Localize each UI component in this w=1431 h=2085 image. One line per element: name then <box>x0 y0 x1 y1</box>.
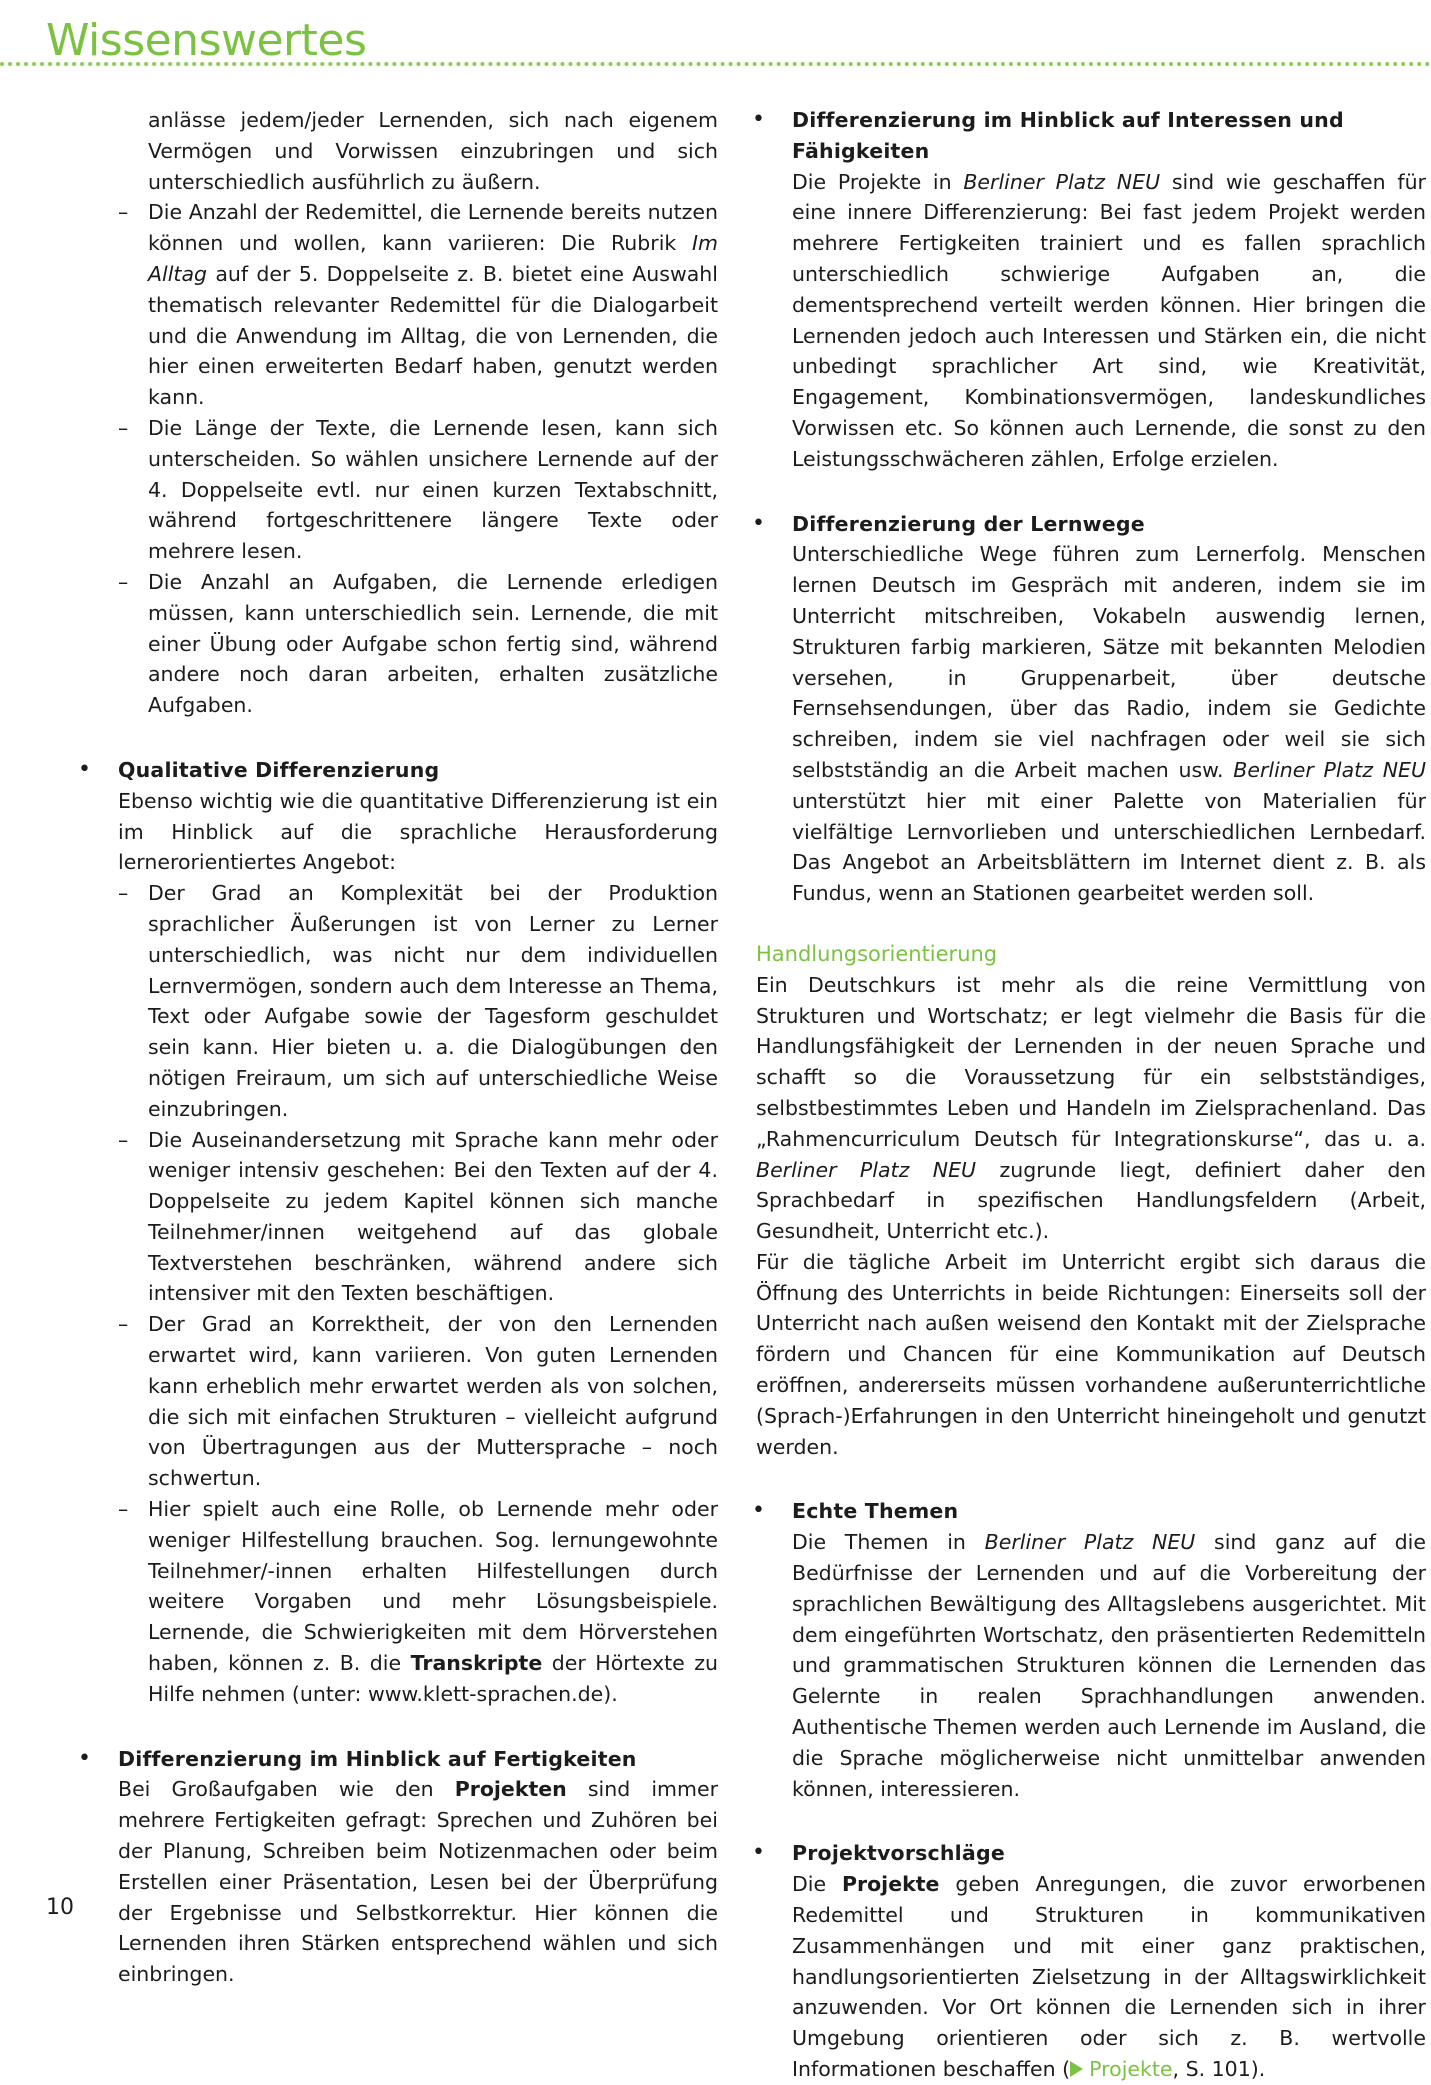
section-title: Projektvorschläge <box>792 1841 1005 1866</box>
section-body: Die Projekte in Berliner Platz NEU sind wie geschaffen für eine innere Differenzierung: Bei fast jedem Projekt werden mehrere Fertigkeiten trainiert und es fallen sprachlich unterschiedlich schwierige Aufgaben an, die dementsprechend verteilt werden können. Hier bringen die Lernenden jedoch auch Interessen und Stärken ein, die nicht unbedingt sprachlicher Art sind, wie Kreativität, Engagement, Kombinationsvermögen, landeskundliches Vorwissen etc. So können auch Lernende, die sonst zu den Leistungsschwächeren zählen, Erfolge erzielen. <box>792 169 1426 471</box>
projekte-reference-link[interactable]: Projekte <box>1070 2057 1172 2081</box>
dash-item: – Die Auseinandersetzung mit Sprache kann mehr oder weniger intensiv geschehen: Bei den Texten auf der 4. Doppelseite zu jedem Kapitel können sich manche Teilnehmer/innen weitgehend auf das globale Textverstehen beschränken, während andere sich intensiver mit den Texten beschäftigen. <box>118 1127 718 1306</box>
right-column <box>752 105 1426 2085</box>
quantitative-section <box>82 105 718 721</box>
dash-item: – Der Grad an Komplexität bei der Produktion sprachlicher Äußerungen ist von Lerner zu Lerner unterschiedlich, was nicht nur dem individuellen Lernvermögen, sondern auch dem Interesse an Thema, Text oder Aufgabe sowie der Tagesform geschuldet sein kann. Hier bieten u. a. die Dialogübungen den nötigen Freiraum, um sich auf unterschiedliche Weise einzubringen. <box>118 881 718 1121</box>
paragraph: Für die tägliche Arbeit im Unterricht ergibt sich daraus die Öffnung des Unterrichts in beide Richtungen: Einerseits soll der Unterricht nach außen weisend den Kontakt mit der Zielsprache fördern und Chancen für eine Kommunikation auf Deutsch eröffnen, andererseits müssen vorhandene außerunterrichtliche (Sprach-)Erfahrungen in den Unterricht hineingeholt und genutzt werden. <box>756 1249 1426 1459</box>
page-header-title: Wissenswertes <box>46 15 367 66</box>
interessen-section <box>752 105 1426 475</box>
echte-themen-section <box>752 1496 1426 1804</box>
continued-paragraph: anlässe jedem/jeder Lernenden, sich nach eigenem Vermögen und Vorwissen einzubringen und sich unterschiedlich ausführlich zu äußern. <box>148 108 718 194</box>
dash-item: – Die Länge der Texte, die Lernende lesen, kann sich unterscheiden. So wählen unsichere Lernende auf der 4. Doppelseite evtl. nur einen kurzen Textabschnitt, während fortgeschrittenere längere Texte oder mehrere lesen. <box>118 415 718 564</box>
section-body: Unterschiedliche Wege führen zum Lernerfolg. Menschen lernen Deutsch im Gespräch mit anderen, indem sie im Unterricht mitschreiben, Vokabeln auswendig lernen, Strukturen farbig markieren, Sätze mit bekannten Melodien versehen, in Gruppenarbeit, über deutsche Fernsehsendungen, über das Radio, indem sie Gedichte schreiben, indem sie viel nachfragen oder weil sie sich selbstständig an die Arbeit machen usw. Berliner Platz NEU unterstützt hier mit einer Palette von Materialien für vielfältige Lernvorlieben und unterschiedlichen Lernbedarf. Das Angebot an Arbeitsblättern im Internet dient z. B. als Fundus, wenn an Stationen gearbeitet werden soll. <box>792 542 1426 906</box>
page-number: 10 <box>46 1895 74 1920</box>
dash-item: – Hier spielt auch eine Rolle, ob Lernende mehr oder weniger Hilfestellung brauchen. Sog. lernungewohnte Teilnehmer/-innen erhalten Hilfestellungen durch weitere Vorgaben und mehr Lösungsbeispiele. Lernende, die Schwierigkeiten mit dem Hörverstehen haben, können z. B. die Transkripte der Hörtexte zu Hilfe nehmen (unter: www.klett-sprachen.de). <box>118 1497 718 1706</box>
projektvorschlaege-section <box>752 1838 1426 2084</box>
dash-item: – Die Anzahl an Aufgaben, die Lernende erledigen müssen, kann unterschiedlich sein. Lernende, die mit einer Übung oder Aufgabe schon fertig sind, während andere noch daran arbeiten, erhalten zusätzliche Aufgaben. <box>118 569 718 718</box>
lernwege-section <box>752 509 1426 909</box>
qualitative-section <box>78 755 718 1710</box>
bullet-icon: • <box>78 756 91 782</box>
header-dotted-rule <box>0 62 1431 66</box>
paragraph: Ein Deutschkurs ist mehr als die reine Vermittlung von Strukturen und Wortschatz; er legt vielmehr die Basis für die Handlungsfähigkeit der Lernenden in der neuen Sprache und schafft so die Voraussetzung für ein selbstständiges, selbstbestimmtes Leben und Handeln im Zielsprachenland. Das „Rahmencurriculum Deutsch für Integrationskurse“, das u. a. Berliner Platz NEU zugrunde liegt, definiert daher den Sprachbedarf in spezifischen Handlungsfeldern (Arbeit, Gesundheit, Unterricht etc.). <box>756 972 1426 1244</box>
section-body: Bei Großaufgaben wie den Projekten sind immer mehrere Fertigkeiten gefragt: Sprechen und Zuhören bei der Planung, Schreiben beim Notizenmachen oder beim Erstellen einer Präsentation, Lesen bei der Überprüfung der Ergebnisse und Selbstkorrektur. Hier können die Lernenden ihren Stärken entsprechend wählen und sich einbringen. <box>118 1777 719 1987</box>
section-body: Die Projekte geben Anregungen, die zuvor erworbenen Redemittel und Strukturen in kommunikativen Zusammenhängen und mit einer ganz praktischen, handlungsorientierten Zielsetzung in der Alltagswirklichkeit anzuwenden. Vor Ort können die Lernenden sich in ihrer Umgebung orientieren oder sich z. B. wertvolle Informationen beschaffen ( Projekte, S. 101). <box>792 1872 1426 2082</box>
section-title: Differenzierung im Hinblick auf Fertigkeiten <box>118 1746 637 1771</box>
bullet-icon: • <box>752 1840 765 1866</box>
dash-item: – Die Anzahl der Redemittel, die Lernende bereits nutzen können und wollen, kann variieren: Die Rubrik Im Alltag auf der 5. Doppelseite z. B. bietet eine Auswahl thematisch relevanter Redemittel für die Dialogarbeit und die Anwendung im Alltag, die von Lernenden, die hier einen erweiterten Bedarf haben, genutzt werden kann. <box>118 200 718 410</box>
section-title: Echte Themen <box>792 1499 959 1524</box>
section-title: Differenzierung der Lernwege <box>792 511 1145 536</box>
bullet-icon: • <box>78 1745 91 1771</box>
section-intro: Ebenso wichtig wie die quantitative Differenzierung ist ein im Hinblick auf die sprachliche Herausforderung lernerorientiertes Angebot: <box>118 788 718 875</box>
fertigkeiten-section <box>78 1744 719 1990</box>
play-arrow-icon <box>1070 2061 1083 2077</box>
section-title: Differenzierung im Hinblick auf Interessen und Fähigkeiten <box>792 108 1344 163</box>
handlungsorientierung-section <box>756 939 1426 1463</box>
section-body: Die Themen in Berliner Platz NEU sind ganz auf die Bedürfnisse der Lernenden und auf die Vorbereitung der sprachlichen Bewältigung des Alltagslebens ausgerichtet. Mit dem eingeführten Wortschatz, den präsentierten Redemitteln und grammatischen Strukturen können die Lernenden das Gelernte in realen Sprachhandlungen anwenden. Authentische Themen werden auch Lernende im Ausland, die die Sprache möglicherweise nicht unmittelbar anwenden können, interessieren. <box>792 1530 1426 1801</box>
bullet-icon: • <box>752 107 765 132</box>
bullet-icon: • <box>752 510 765 536</box>
section-title: Qualitative Differenzierung <box>118 757 440 782</box>
subheading: Handlungsorientierung <box>756 941 998 966</box>
dash-item: – Der Grad an Korrektheit, der von den Lernenden erwartet wird, kann variieren. Von guten Lernenden kann erheblich mehr erwartet werden als von solchen, die sich mit einfachen Strukturen – vielleicht aufgrund von Übertragungen aus der Muttersprache – noch schwertun. <box>118 1312 718 1491</box>
bullet-icon: • <box>752 1498 765 1524</box>
left-column <box>78 105 719 1990</box>
